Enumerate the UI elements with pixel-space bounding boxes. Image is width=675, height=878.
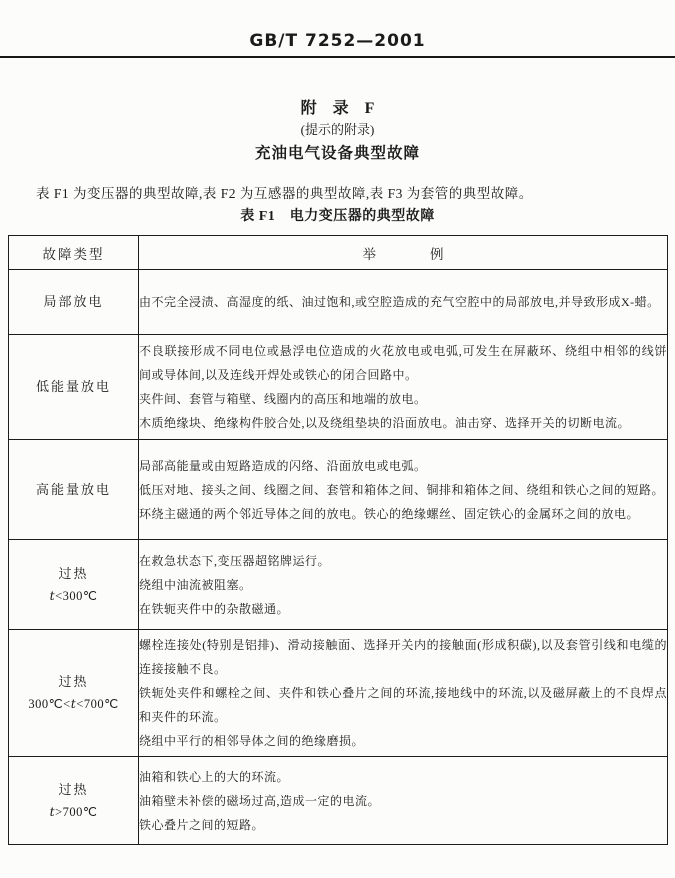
fault-type-cell: [9, 335, 139, 440]
example-cell: [139, 335, 668, 440]
fault-type-label: 过热: [58, 781, 89, 797]
table-row: [9, 757, 668, 845]
header-divider: [0, 56, 675, 58]
fault-table: [8, 235, 668, 845]
example-cell: [139, 540, 668, 630]
table-caption: 表 F1 电力变压器的典型故障: [240, 209, 435, 224]
fault-temp-condition: 300℃<t<700℃: [28, 696, 119, 711]
example-cell: [139, 630, 668, 757]
fault-type-label: 局部放电: [43, 294, 104, 309]
fault-type-label: 过热: [58, 674, 89, 689]
fault-type-cell: [9, 757, 139, 845]
example-paragraph: 油箱壁未补偿的磁场过高,造成一定的电流。: [139, 793, 381, 808]
appendix-title: 附 录 F: [300, 100, 375, 117]
example-paragraph: 绕组中油流被阻塞。: [139, 577, 252, 592]
example-paragraph: 在铁轭夹件中的杂散磁通。: [139, 601, 290, 616]
fault-type-label: 高能量放电: [35, 481, 111, 497]
table-row: [9, 630, 668, 757]
example-paragraph: 螺栓连接处(特别是铝排)、滑动接触面、选择开关内的接触面(形成积碳),以及套管引线和电缆的连接接触不良。: [139, 638, 667, 676]
example-cell: [139, 757, 668, 845]
example-paragraph: 油箱和铁心上的大的环流。: [139, 769, 290, 784]
example-paragraph: 木质绝缘块、绝缘构件胶合处,以及绕组垫块的沿面放电。油击穿、选择开关的切断电流。: [139, 416, 631, 430]
table-header-row: [9, 236, 668, 270]
fault-type-label: 过热: [58, 565, 89, 581]
example-paragraph: 铁心叠片之间的短路。: [139, 817, 265, 832]
fault-type-cell: [9, 630, 139, 757]
fault-type-cell: [9, 440, 139, 540]
example-paragraph: 环绕主磁通的两个邻近导体之间的放电。铁心的绝缘螺丝、固定铁心的金属环之间的放电。: [139, 506, 640, 521]
example-paragraph: 在救急状态下,变压器超铭牌运行。: [139, 553, 331, 568]
example-paragraph: 夹件间、套管与箱壁、线圈内的高压和地端的放电。: [139, 392, 427, 406]
example-cell: [139, 270, 668, 335]
table-row: [9, 335, 668, 440]
example-paragraph: 绕组中平行的相邻导体之间的绝缘磨损。: [139, 734, 365, 748]
header-example: 举 例: [139, 236, 668, 270]
intro-paragraph: 表 F1 为变压器的典型故障,表 F2 为互感器的典型故障,表 F3 为套管的典型故障。: [36, 186, 533, 201]
table-row: [9, 270, 668, 335]
standard-number: GB/T 7252—2001: [249, 31, 426, 51]
example-cell: [139, 440, 668, 540]
appendix-heading: 充油电气设备典型故障: [254, 145, 420, 162]
fault-table-body: [9, 270, 668, 845]
example-paragraph: 低压对地、接头之间、线圈之间、套管和箱体之间、铜排和箱体之间、绕组和铁心之间的短路。: [139, 482, 665, 497]
header-fault-type: 故障类型: [9, 236, 139, 270]
example-paragraph: 由不完全浸渍、高湿度的纸、油过饱和,或空腔造成的充气空腔中的局部放电,并导致形成X-蜡。: [139, 295, 660, 309]
fault-temp-condition: t<300℃: [49, 587, 98, 603]
table-row: [9, 440, 668, 540]
table-row: [9, 540, 668, 630]
example-paragraph: 铁轭处夹件和螺栓之间、夹件和铁心叠片之间的环流,接地线中的环流,以及磁屏蔽上的不良焊点和夹件的环流。: [139, 686, 667, 724]
fault-type-cell: [9, 270, 139, 335]
fault-type-cell: [9, 540, 139, 630]
example-paragraph: 局部高能量或由短路造成的闪络、沿面放电或电弧。: [139, 458, 427, 473]
fault-type-label: 低能量放电: [35, 379, 111, 394]
fault-temp-condition: t>700℃: [49, 803, 98, 819]
example-paragraph: 不良联接形成不同电位或悬浮电位造成的火花放电或电弧,可发生在屏蔽环、绕组中相邻的线饼间或导体间,以及连线开焊处或铁心的闭合回路中。: [139, 344, 667, 382]
appendix-subtitle: (提示的附录): [300, 122, 375, 137]
